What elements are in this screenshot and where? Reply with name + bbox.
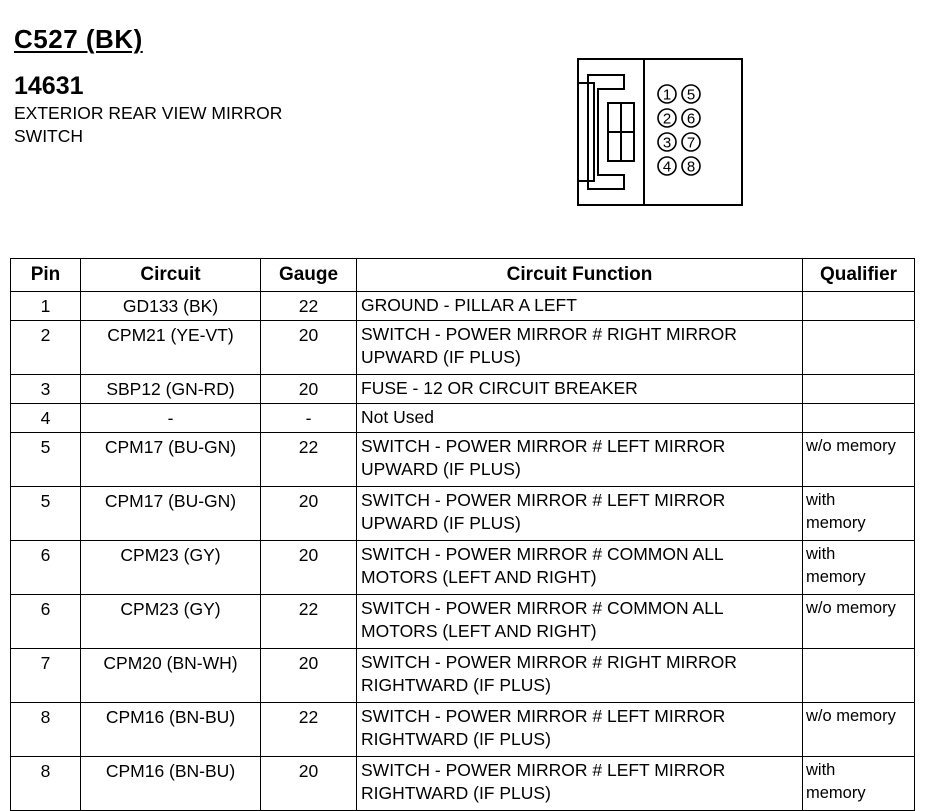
header-gauge: Gauge bbox=[261, 259, 357, 292]
description-line-1: EXTERIOR REAR VIEW MIRROR bbox=[14, 103, 283, 123]
cell-pin: 5 bbox=[11, 487, 81, 541]
cell-pin: 3 bbox=[11, 375, 81, 404]
svg-text:4: 4 bbox=[662, 158, 672, 176]
svg-text:8: 8 bbox=[686, 158, 696, 176]
cell-pin: 5 bbox=[11, 433, 81, 487]
cell-gauge: - bbox=[261, 404, 357, 433]
cell-pin: 4 bbox=[11, 404, 81, 433]
cell-qualifier: w/o memory bbox=[803, 433, 915, 487]
cell-function: SWITCH - POWER MIRROR # LEFT MIRROR RIGHTWARD (IF PLUS) bbox=[357, 757, 803, 811]
cell-function: SWITCH - POWER MIRROR # RIGHT MIRROR UPWARD (IF PLUS) bbox=[357, 321, 803, 375]
cell-circuit: CPM16 (BN-BU) bbox=[81, 757, 261, 811]
cell-pin: 6 bbox=[11, 595, 81, 649]
cell-function: SWITCH - POWER MIRROR # RIGHT MIRROR RIGHTWARD (IF PLUS) bbox=[357, 649, 803, 703]
cell-circuit: CPM23 (GY) bbox=[81, 595, 261, 649]
cell-qualifier bbox=[803, 649, 915, 703]
cell-circuit: CPM17 (BU-GN) bbox=[81, 487, 261, 541]
cell-qualifier: with memory bbox=[803, 757, 915, 811]
cell-qualifier: w/o memory bbox=[803, 703, 915, 757]
svg-text:5: 5 bbox=[686, 86, 696, 104]
pin-6-marker bbox=[682, 109, 700, 128]
pin-2-marker bbox=[658, 109, 676, 128]
header-circuit: Circuit bbox=[81, 259, 261, 292]
cell-gauge: 20 bbox=[261, 487, 357, 541]
cell-qualifier bbox=[803, 404, 915, 433]
cell-gauge: 22 bbox=[261, 433, 357, 487]
pin-5-marker bbox=[682, 85, 700, 104]
cell-gauge: 20 bbox=[261, 757, 357, 811]
header-qualifier: Qualifier bbox=[803, 259, 915, 292]
cell-gauge: 20 bbox=[261, 541, 357, 595]
pin-3-marker bbox=[658, 133, 676, 152]
cell-circuit: CPM20 (BN-WH) bbox=[81, 649, 261, 703]
cell-gauge: 22 bbox=[261, 292, 357, 321]
connector-id-title: C527 (BK) bbox=[14, 24, 143, 54]
cell-qualifier: w/o memory bbox=[803, 595, 915, 649]
cell-gauge: 20 bbox=[261, 375, 357, 404]
table-row bbox=[11, 375, 915, 404]
header-circuit-function: Circuit Function bbox=[357, 259, 803, 292]
svg-text:2: 2 bbox=[662, 110, 672, 128]
cell-function: SWITCH - POWER MIRROR # LEFT MIRROR UPWARD (IF PLUS) bbox=[357, 433, 803, 487]
pin-7-marker bbox=[682, 133, 700, 152]
pin-4-marker bbox=[658, 157, 676, 176]
cell-qualifier bbox=[803, 321, 915, 375]
cell-circuit: CPM23 (GY) bbox=[81, 541, 261, 595]
cell-circuit: CPM17 (BU-GN) bbox=[81, 433, 261, 487]
table-row bbox=[11, 404, 915, 433]
cell-function: SWITCH - POWER MIRROR # LEFT MIRROR UPWARD (IF PLUS) bbox=[357, 487, 803, 541]
cell-gauge: 22 bbox=[261, 703, 357, 757]
table-row bbox=[11, 487, 915, 541]
cell-circuit: GD133 (BK) bbox=[81, 292, 261, 321]
pin-1-marker bbox=[658, 85, 676, 104]
description-line-2: SWITCH bbox=[14, 126, 84, 146]
table-row bbox=[11, 757, 915, 811]
cell-pin: 8 bbox=[11, 757, 81, 811]
cell-pin: 6 bbox=[11, 541, 81, 595]
cell-qualifier: with memory bbox=[803, 541, 915, 595]
pin-8-marker bbox=[682, 157, 700, 176]
part-number: 14631 bbox=[14, 72, 84, 100]
cell-function: GROUND - PILLAR A LEFT bbox=[357, 292, 803, 321]
svg-text:7: 7 bbox=[686, 134, 696, 152]
connector-face-diagram bbox=[572, 55, 748, 209]
connector-latch-outer bbox=[578, 83, 594, 181]
cell-circuit: CPM16 (BN-BU) bbox=[81, 703, 261, 757]
table-row bbox=[11, 595, 915, 649]
cell-pin: 8 bbox=[11, 703, 81, 757]
cell-gauge: 20 bbox=[261, 321, 357, 375]
cell-pin: 7 bbox=[11, 649, 81, 703]
cell-circuit: - bbox=[81, 404, 261, 433]
table-row bbox=[11, 541, 915, 595]
table-row bbox=[11, 321, 915, 375]
svg-text:1: 1 bbox=[662, 86, 672, 104]
svg-text:6: 6 bbox=[686, 110, 696, 128]
cell-qualifier bbox=[803, 292, 915, 321]
cell-function: SWITCH - POWER MIRROR # LEFT MIRROR RIGHTWARD (IF PLUS) bbox=[357, 703, 803, 757]
svg-text:3: 3 bbox=[662, 134, 672, 152]
connector-outer-shell bbox=[578, 59, 742, 205]
cell-function: SWITCH - POWER MIRROR # COMMON ALL MOTORS (LEFT AND RIGHT) bbox=[357, 541, 803, 595]
cell-qualifier: with memory bbox=[803, 487, 915, 541]
cell-function: SWITCH - POWER MIRROR # COMMON ALL MOTORS (LEFT AND RIGHT) bbox=[357, 595, 803, 649]
cell-function: FUSE - 12 OR CIRCUIT BREAKER bbox=[357, 375, 803, 404]
table-row bbox=[11, 292, 915, 321]
pinout-table bbox=[10, 258, 915, 811]
table-row bbox=[11, 649, 915, 703]
cell-function: Not Used bbox=[357, 404, 803, 433]
cell-gauge: 20 bbox=[261, 649, 357, 703]
cell-pin: 2 bbox=[11, 321, 81, 375]
header-pin: Pin bbox=[11, 259, 81, 292]
table-row bbox=[11, 433, 915, 487]
cell-pin: 1 bbox=[11, 292, 81, 321]
cell-circuit: SBP12 (GN-RD) bbox=[81, 375, 261, 404]
table-row bbox=[11, 703, 915, 757]
component-description bbox=[14, 102, 354, 148]
cell-circuit: CPM21 (YE-VT) bbox=[81, 321, 261, 375]
table-header-row bbox=[11, 259, 915, 292]
cell-gauge: 22 bbox=[261, 595, 357, 649]
cell-qualifier bbox=[803, 375, 915, 404]
